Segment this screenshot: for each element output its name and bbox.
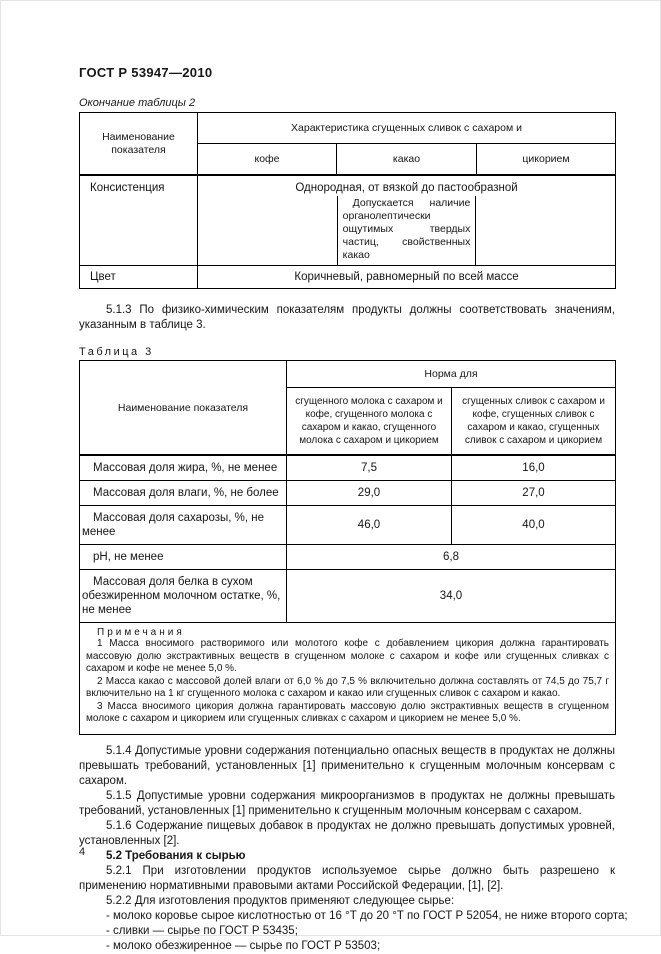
table2-col-header-chicory: цикорием: [477, 144, 616, 176]
table3-merged-value: 34,0: [287, 570, 616, 623]
table3-name-column-header: Наименование показателя: [80, 361, 287, 456]
table2-consistency-subcells: [198, 196, 615, 265]
table2-consistency-value: Однородная, от вязкой до пастообразной: [295, 182, 518, 194]
table2-color-value: Коричневый, равномерный по всей массе: [198, 266, 616, 289]
notes-title: Примечания: [97, 627, 185, 638]
table3-caption: Таблица 3: [79, 346, 154, 358]
table-row: [80, 545, 616, 570]
table2-consistency-cell: [198, 175, 616, 266]
doc-title: ГОСТ Р 53947—2010: [79, 65, 213, 80]
paragraph-5-1-6: 5.1.6 Содержание пищевых добавок в продуктах не должно превышать допустимых уровней, установленных [2].: [79, 819, 615, 847]
table3-value: 16,0: [452, 455, 616, 481]
table3-value: 7,5: [287, 455, 452, 481]
table3-merged-value: 6,8: [287, 545, 616, 570]
page-content: [79, 1, 628, 954]
table3-value: 29,0: [287, 481, 452, 506]
table2: [79, 112, 616, 289]
table3: [79, 360, 616, 735]
table2-cocoa-note: Допускается наличие органолептически ощутимых твердых частиц, свойственных какао: [337, 196, 477, 265]
paragraph-5-1-5: 5.1.5 Допустимые уровни содержания микроорганизмов в продуктах не должны превышать требований, установленных [1] применительно к сгущенным молочным консервам с сахаром.: [79, 789, 615, 817]
raw-material-item-cream: - сливки — сырье по ГОСТ Р 53435;: [106, 924, 298, 937]
table3-notes-cell: [80, 623, 616, 735]
table3-group-header: Норма для: [287, 361, 616, 388]
table2-col-header-coffee: кофе: [198, 144, 337, 176]
table3-row-label-ph: pH, не менее: [80, 545, 287, 570]
table3-col-header-milk: сгущенного молока с сахаром и кофе, сгущенного молока с сахаром и какао, сгущенного молока с сахаром и цикорием: [287, 388, 452, 456]
table3-row-label-sucrose: Массовая доля сахарозы, %, не менее: [80, 506, 287, 545]
table3-row-label-fat: Массовая доля жира, %, не менее: [80, 455, 287, 481]
table2-name-column-header: Наименование показателя: [80, 113, 198, 176]
table3-row-label-moisture: Массовая доля влаги, %, не более: [80, 481, 287, 506]
note-item: 1 Масса вносимого растворимого или молотого кофе с добавлением цикория должна гарантировать массовую долю экстрактивных веществ в сгущенном молоке с сахаром и кофе или сгущенных сливках с сахаром и кофе не менее 5,0 %.: [86, 638, 609, 674]
raw-material-item-milk: - молоко коровье сырое кислотностью от 16 °Т до 20 °Т по ГОСТ Р 52054, не ниже второго сорта;: [106, 909, 628, 922]
table-row: [80, 570, 616, 623]
raw-material-item-skim-milk: - молоко обезжиренное — сырье по ГОСТ Р 53503;: [106, 939, 381, 952]
paragraph-5-1-3: 5.1.3 По физико-химическим показателям продукты должны соответствовать значениям, указанным в таблице 3.: [79, 304, 615, 331]
table2-empty-cell: [198, 196, 337, 265]
table2-group-header: Характеристика сгущенных сливок с сахаром и: [198, 113, 616, 144]
page-number: 4: [79, 846, 86, 858]
paragraph-5-2-2: 5.2.2 Для изготовления продуктов применяют следующее сырье:: [106, 894, 455, 907]
table-row: [80, 266, 616, 289]
paragraph-5-1-4: 5.1.4 Допустимые уровни содержания потенциально опасных веществ в продуктах не должны превышать требований, установленных [1] применительно к сгущенным молочным консервам с сахаром.: [79, 744, 615, 787]
table-row: [80, 481, 616, 506]
table3-col-header-cream: сгущенных сливок с сахаром и кофе, сгущенных сливок с сахаром и какао, сгущенных сливок с сахаром и цикорием: [452, 388, 616, 456]
table-row: [80, 506, 616, 545]
table3-value: 46,0: [287, 506, 452, 545]
table3-value: 27,0: [452, 481, 616, 506]
table2-empty-cell: [476, 196, 615, 265]
paragraph-5-2-1: 5.2.1 При изготовлении продуктов используемое сырье должно быть разрешено к применению нормативными правовыми актами Российской Федерации, [1], [2].: [79, 864, 615, 892]
section-heading-5-2: 5.2 Требования к сырью: [106, 849, 246, 862]
table-row: [80, 455, 616, 481]
table3-value: 40,0: [452, 506, 616, 545]
table2-col-header-cocoa: какао: [337, 144, 477, 176]
table3-row-label-protein: Массовая доля белка в сухом обезжиренном молочном остатке, %, не менее: [80, 570, 287, 623]
note-item: 3 Масса вносимого цикория должна гарантировать массовую долю экстрактивных веществ в сгущенном молоке с сахаром и цикорием или сгущенных сливках с сахаром и цикорием не менее 5,0 %.: [86, 700, 609, 724]
table2-caption: Окончание таблицы 2: [79, 97, 196, 109]
table2-row-label-color: Цвет: [80, 266, 198, 289]
table-row: [80, 175, 616, 266]
note-item: 2 Масса какао с массовой долей влаги от 6,0 % до 7,5 % включительно должна составлять от 74,5 до 75,7 г включительно на 1 кг сгущенного молока с сахаром и какао или сгущенных сливок с сахаром и какао.: [86, 675, 609, 699]
table-row: [80, 623, 616, 735]
body-section: [79, 744, 628, 954]
table2-row-label-consistency: Консистенция: [80, 175, 198, 266]
